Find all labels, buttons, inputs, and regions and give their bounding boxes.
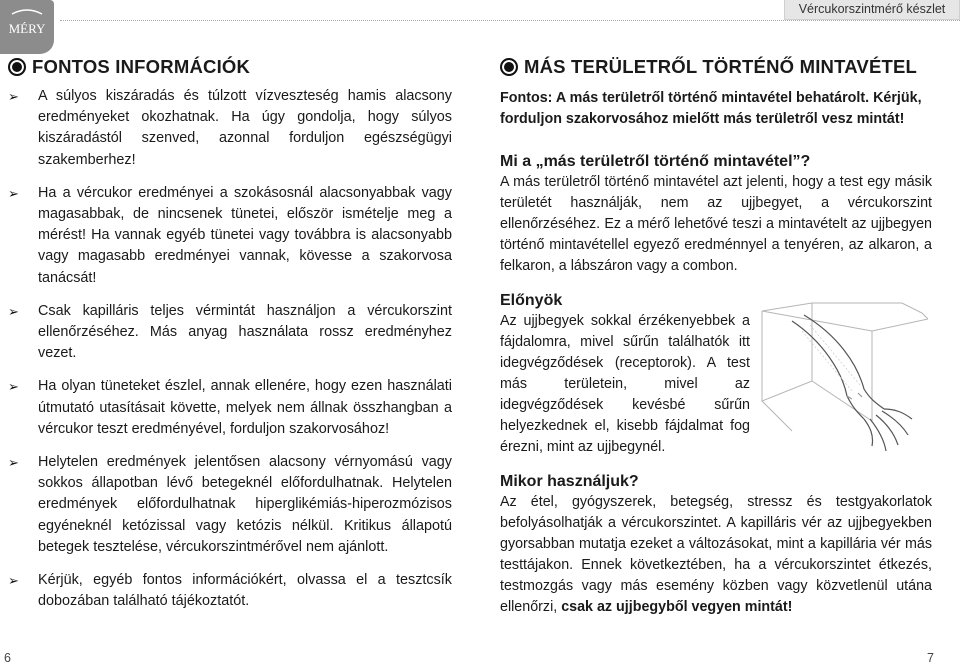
running-title: Vércukorszintmérő készlet [784,0,960,20]
page-number-right: 7 [927,651,934,665]
arrowhead-icon: ➢ [8,185,19,201]
list-item-text: A súlyos kiszáradás és túlzott vízveszteség hamis alacsony eredményeket okozhatnak. Ha úgy gondolja, hogy súlyos kiszáradástól szenved, azonnal forduljon egészségügyi szakemberhez! [38,88,452,168]
arrowhead-icon: ➢ [8,573,19,589]
list-item-text: Csak kapilláris teljes vérmintát használjon a vércukorszint ellenőrzéséhez. Más anyag használata rossz eredményhez vezet. [38,302,452,362]
page-number-left: 6 [4,651,11,665]
list-item-text: Ha olyan tüneteket észlel, annak ellenére, hogy ezen használati útmutató utasításait követte, melyek nem állnak összhangban a vércukor teszt eredményével, forduljon szakorvosához! [38,378,452,437]
when-text-emphasis: csak az ujjbegyből vegyen mintát! [561,599,793,615]
section-heading [500,54,932,80]
what-heading: Mi a „más területről történő mintavétel”? [500,153,811,170]
list-item [8,452,452,558]
arrowhead-icon: ➢ [8,303,19,319]
mery-logo-icon [0,0,54,54]
filled-circle-icon [8,58,26,76]
what-text: A más területről történő mintavétel azt jelenti, hogy a test egy másik területét használják, nem az ujjbegyet, a vércukorszint ellenőrzéséhez. Ez a mérő lehetővé teszi a mintavételt az ujjbegyen történő mintavétellel egyező eredménnyel a tenyéren, az alkaron, a felkaron, a lábszáron vagy a combon. [500,174,932,274]
when-heading: Mikor használjuk? [500,473,639,490]
header-rule [60,20,960,21]
arrowhead-icon: ➢ [8,455,19,471]
list-item [8,86,452,171]
info-list [8,86,452,612]
arrowhead-icon: ➢ [8,89,19,104]
section-title: FONTOS INFORMÁCIÓK [32,56,251,77]
list-item-text: Helytelen eredmények jelentősen alacsony vérnyomású vagy sokkos állapotban lévő betegeknél előfordulhatnak. Helytelen eredmények előfordulhatnak hiperglikémiás-hiperozmózisos egyéneknél ketózissal vagy ketózis nélkül. Kritikus állapotú betegek tesztelése, vércukorszintmérővel nem ajánlott. [38,454,452,555]
advantages-text: Az ujjbegyek sokkal érzékenyebbek a fájdalomra, mivel sűrűn találhatók itt idegvégződések (receptorok). A test más területein, mivel az idegvégződések kevésbé sűrűn helyezkednek el, kisebb fájdalmat fog érezni, mint az ujjbegynél. [500,313,750,455]
left-column [8,54,452,624]
list-item-text: Ha a vércukor eredményei a szokásosnál alacsonyabbak vagy magasabbak, de nincsenek tünetei, először ismételje meg a mérést! Ha vannak egyéb tünetei vagy továbbra is alacsonyabb vagy magasabb eredményei vannak, kövesse a szakorvosa tanácsát! [38,184,452,286]
filled-circle-icon [500,58,518,76]
when-text [500,492,932,618]
advantages-block [500,291,932,458]
list-item [8,183,452,289]
important-note: Fontos: A más területről történő mintavétel behatárolt. Kérjük, forduljon szakorvosához mielőtt más területről vesz mintát! [500,90,922,127]
right-column [500,54,932,618]
when-text-body: Az étel, gyógyszerek, betegség, stressz és testgyakorlatok befolyásolhatják a vércukorszintet. A kapilláris vér az ujjbegyekben gyorsabban mutatja ezeket a változásokat, mint a kapillária vér más testtájakon. Ennek következtében, ha a vércukorszintet étkezés, testmozgás vagy más esemény közben vagy közvetlenül utána ellenőrzi, [500,494,932,615]
logo-text: MÉRY [8,21,46,36]
advantages-heading: Előnyök [500,292,563,309]
list-item [8,570,452,612]
list-item [8,376,452,440]
hand-forearm-illustration [752,301,928,461]
list-item-text: Kérjük, egyéb fontos információkért, olvassa el a tesztcsík dobozában található tájékoztatót. [38,572,452,610]
list-item [8,301,452,365]
section-heading [8,54,452,80]
section-title: MÁS TERÜLETRŐL TÖRTÉNŐ MINTAVÉTEL [524,56,918,77]
arrowhead-icon: ➢ [8,379,19,395]
